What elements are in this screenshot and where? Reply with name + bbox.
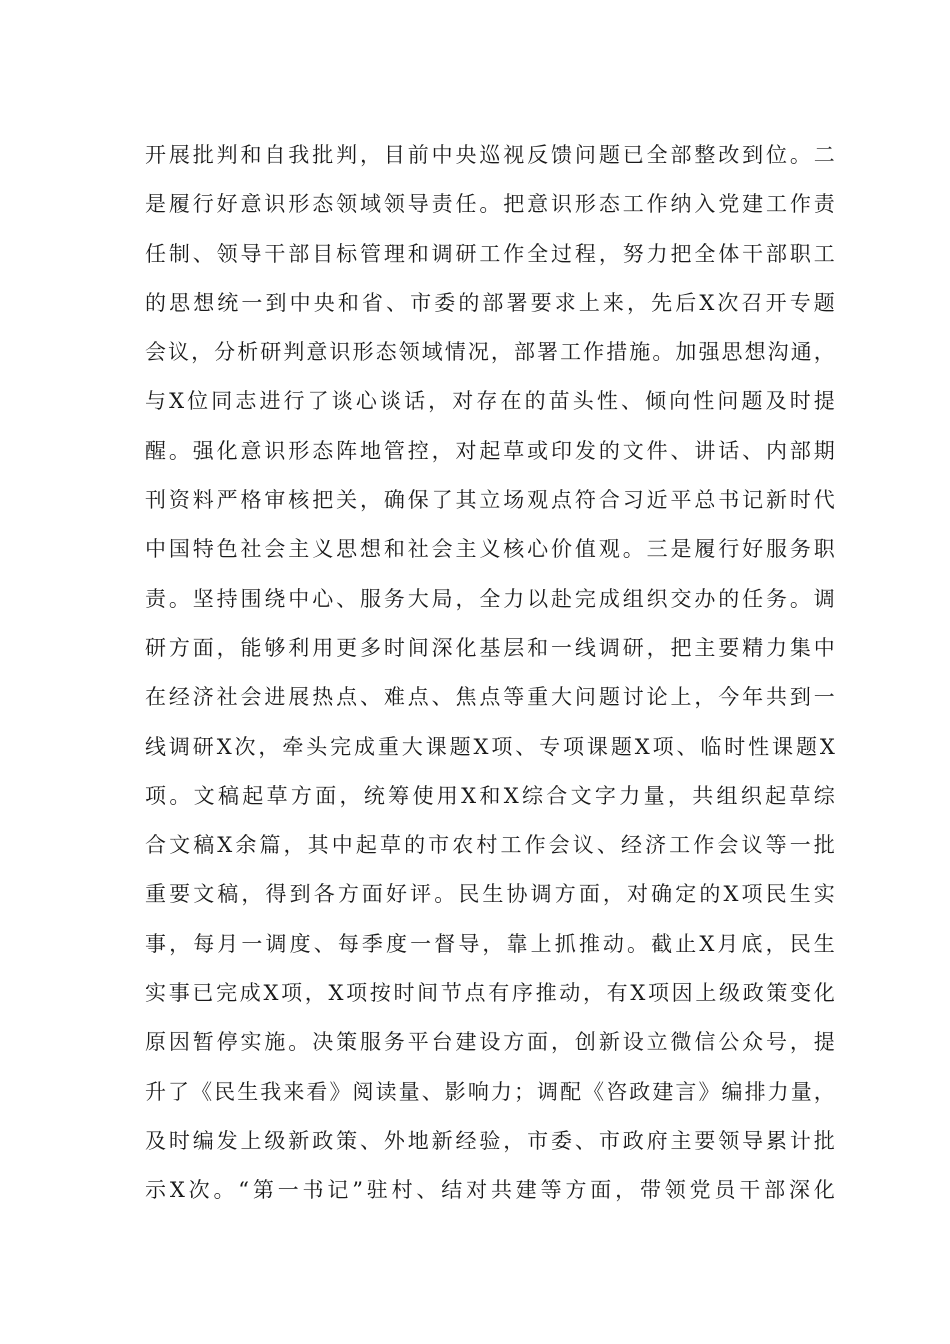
text-line: 升了《民生我来看》阅读量、影响力；调配《咨政建言》编排力量， [145,1079,835,1104]
text-line: 原因暂停实施。决策服务平台建设方面，创新设立微信公众号，提 [145,1030,835,1055]
text-line: 的思想统一到中央和省、市委的部署要求上来，先后X次召开专题 [145,290,835,315]
text-line: 与X位同志进行了谈心谈话，对存在的苗头性、倾向性问题及时提 [145,389,835,414]
text-line: 线调研X次，牵头完成重大课题X项、专项课题X项、临时性课题X [145,734,835,759]
text-line: 醒。强化意识形态阵地管控，对起草或印发的文件、讲话、内部期 [145,438,835,463]
text-line: 会议，分析研判意识形态领域情况，部署工作措施。加强思想沟通， [145,340,835,365]
text-line: 及时编发上级新政策、外地新经验，市委、市政府主要领导累计批 [145,1128,835,1153]
text-line: 项。文稿起草方面，统筹使用X和X综合文字力量，共组织起草综 [145,783,835,808]
text-line: 中国特色社会主义思想和社会主义核心价值观。三是履行好服务职 [145,537,835,562]
text-line: 合文稿X余篇，其中起草的市农村工作会议、经济工作会议等一批 [145,833,835,858]
text-line: 事，每月一调度、每季度一督导，靠上抓推动。截止X月底，民生 [145,931,835,956]
text-line: 开展批判和自我批判，目前中央巡视反馈问题已全部整改到位。二 [145,143,835,167]
body-paragraph [145,131,835,1216]
text-line: 示X次。“第一书记”驻村、结对共建等方面，带领党员干部深化 [145,1178,835,1203]
text-line: 任制、领导干部目标管理和调研工作全过程，努力把全体干部职工 [145,241,835,266]
text-line: 责。坚持围绕中心、服务大局，全力以赴完成组织交办的任务。调 [145,586,835,611]
text-line: 研方面，能够利用更多时间深化基层和一线调研，把主要精力集中 [145,635,835,660]
text-line: 实事已完成X项，X项按时间节点有序推动，有X项因上级政策变化 [145,981,835,1006]
text-line: 刊资料严格审核把关，确保了其立场观点符合习近平总书记新时代 [145,488,835,513]
text-line: 重要文稿，得到各方面好评。民生协调方面，对确定的X项民生实 [145,882,835,907]
text-line: 是履行好意识形态领域领导责任。把意识形态工作纳入党建工作责 [145,192,835,217]
text-line: 在经济社会进展热点、难点、焦点等重大问题讨论上，今年共到一 [145,685,835,710]
